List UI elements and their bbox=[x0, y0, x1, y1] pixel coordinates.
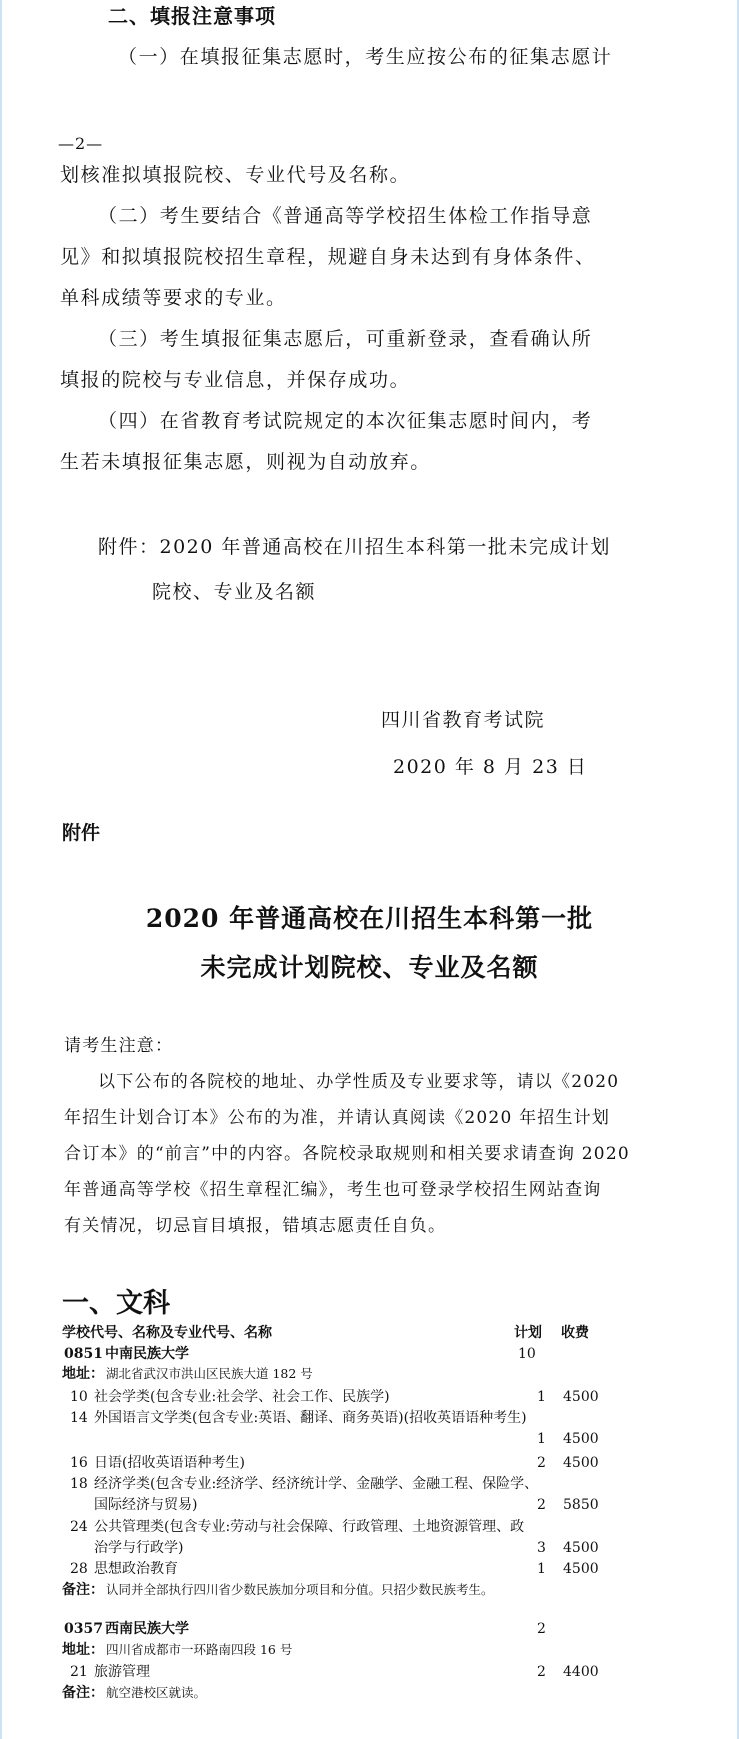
major-plan: 1 bbox=[537, 1561, 546, 1577]
paragraph-3-line-1: （三）考生填报征集志愿后，可重新登录，查看确认所 bbox=[98, 328, 593, 350]
major-fee: 4500 bbox=[563, 1561, 599, 1577]
school-code: 0851 bbox=[64, 1346, 103, 1362]
major-plan: 2 bbox=[537, 1497, 546, 1513]
address-label: 地址： bbox=[62, 1366, 104, 1382]
notice-label: 请考生注意： bbox=[64, 1036, 174, 1056]
header-plan: 计划 bbox=[514, 1325, 542, 1341]
paragraph-1-line-1: （一）在填报征集志愿时，考生应按公布的征集志愿计 bbox=[118, 46, 613, 68]
paragraph-1-line-2: 划核准拟填报院校、专业代号及名称。 bbox=[60, 164, 411, 186]
major-fee: 4500 bbox=[563, 1431, 599, 1447]
major-plan: 1 bbox=[537, 1431, 546, 1447]
notice-line-1: 以下公布的各院校的地址、办学性质及专业要求等，请以《2020 bbox=[98, 1072, 620, 1092]
major-fee: 4500 bbox=[563, 1455, 599, 1471]
note-value: 认同并全部执行四川省少数民族加分项目和分值。只招少数民族考生。 bbox=[106, 1582, 494, 1597]
paragraph-4-line-1: （四）在省教育考试院规定的本次征集志愿时间内，考 bbox=[98, 410, 593, 432]
school-name: 西南民族大学 bbox=[105, 1621, 189, 1637]
page-number: —2— bbox=[58, 134, 104, 153]
notice-line-5: 有关情况，切忌盲目填报，错填志愿责任自负。 bbox=[64, 1216, 447, 1236]
major-code: 28 bbox=[70, 1561, 88, 1577]
attachment-reference-line-1: 附件：2020 年普通高校在川招生本科第一批未完成计划 bbox=[98, 536, 611, 558]
note-value: 航空港校区就读。 bbox=[106, 1685, 207, 1700]
major-name-continued: 国际经济与贸易) bbox=[94, 1497, 198, 1513]
major-plan: 3 bbox=[537, 1540, 546, 1556]
major-plan: 2 bbox=[537, 1664, 546, 1680]
school-plan: 10 bbox=[518, 1346, 536, 1362]
notice-line-2: 年招生计划合订本》公布的为准，并请认真阅读《2020 年招生计划 bbox=[64, 1108, 611, 1128]
major-plan: 2 bbox=[537, 1455, 546, 1471]
header-school: 学校代号、名称及专业代号、名称 bbox=[62, 1325, 272, 1341]
address-value: 四川省成都市一环路南四段 16 号 bbox=[106, 1642, 293, 1657]
major-fee: 4400 bbox=[563, 1664, 599, 1680]
major-name: 公共管理类(包含专业:劳动与社会保障、行政管理、土地资源管理、政 bbox=[94, 1519, 525, 1535]
paragraph-2-line-3: 单科成绩等要求的专业。 bbox=[60, 287, 287, 309]
header-fee: 收费 bbox=[561, 1325, 589, 1341]
major-fee: 4500 bbox=[563, 1389, 599, 1405]
school-plan: 2 bbox=[537, 1621, 546, 1637]
major-name-continued: 治学与行政学) bbox=[94, 1540, 184, 1556]
major-name: 外国语言文学类(包含专业:英语、翻译、商务英语)(招收英语语种考生) bbox=[94, 1410, 527, 1426]
attachment-reference-line-2: 院校、专业及名额 bbox=[152, 581, 317, 603]
school-code: 0357 bbox=[64, 1621, 103, 1637]
attachment-title-line-1: 2020 年普通高校在川招生本科第一批 bbox=[145, 904, 594, 933]
major-name: 思想政治教育 bbox=[94, 1561, 178, 1577]
note-label: 备注： bbox=[62, 1582, 104, 1598]
paragraph-4-line-2: 生若未填报征集志愿，则视为自动放弃。 bbox=[60, 451, 431, 473]
major-name: 日语(招收英语语种考生) bbox=[94, 1455, 245, 1471]
major-code: 24 bbox=[70, 1519, 88, 1535]
paragraph-2-line-1: （二）考生要结合《普通高等学校招生体检工作指导意 bbox=[98, 205, 593, 227]
notice-line-3: 合订本》的“前言”中的内容。各院校录取规则和相关要求请查询 2020 bbox=[64, 1144, 630, 1164]
address-value: 湖北省武汉市洪山区民族大道 182 号 bbox=[106, 1366, 313, 1381]
paragraph-2-line-2: 见》和拟填报院校招生章程，规避自身未达到有身体条件、 bbox=[60, 246, 596, 268]
section-title: 一、文科 bbox=[62, 1288, 170, 1319]
issuer-name: 四川省教育考试院 bbox=[381, 709, 546, 731]
major-code: 16 bbox=[70, 1455, 88, 1471]
note-label: 备注： bbox=[62, 1685, 104, 1701]
major-code: 18 bbox=[70, 1476, 88, 1492]
major-fee: 5850 bbox=[563, 1497, 599, 1513]
major-name: 经济学类(包含专业:经济学、经济统计学、金融学、金融工程、保险学、 bbox=[94, 1476, 539, 1492]
major-code: 14 bbox=[70, 1410, 88, 1426]
major-name: 社会学类(包含专业:社会学、社会工作、民族学) bbox=[94, 1389, 390, 1405]
attachment-title-line-2: 未完成计划院校、专业及名额 bbox=[200, 953, 539, 982]
major-code: 21 bbox=[70, 1664, 88, 1680]
major-name: 旅游管理 bbox=[94, 1664, 150, 1680]
major-fee: 4500 bbox=[563, 1540, 599, 1556]
school-name: 中南民族大学 bbox=[105, 1346, 189, 1362]
issue-date: 2020 年 8 月 23 日 bbox=[393, 756, 588, 778]
major-plan: 1 bbox=[537, 1389, 546, 1405]
section-heading: 二、填报注意事项 bbox=[108, 4, 276, 28]
notice-line-4: 年普通高等学校《招生章程汇编》，考生也可登录学校招生网站查询 bbox=[64, 1180, 602, 1200]
paragraph-3-line-2: 填报的院校与专业信息，并保存成功。 bbox=[60, 369, 411, 391]
major-code: 10 bbox=[70, 1389, 88, 1405]
address-label: 地址： bbox=[62, 1642, 104, 1658]
attachment-label: 附件 bbox=[62, 822, 101, 844]
